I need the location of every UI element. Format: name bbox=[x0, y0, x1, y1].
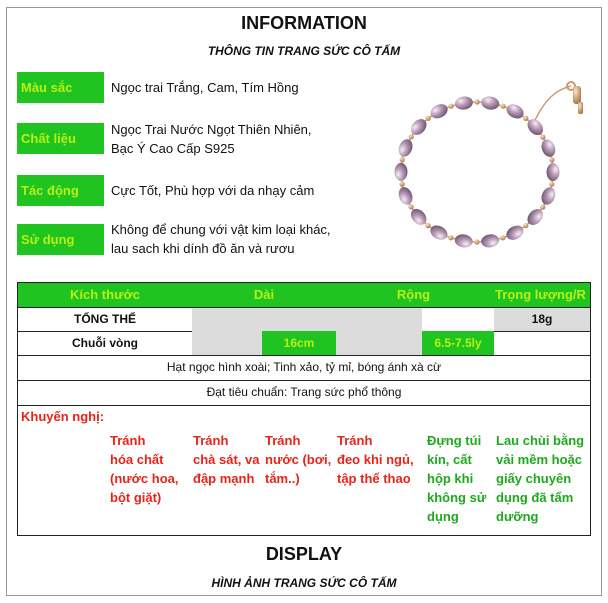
gold-bead bbox=[501, 104, 506, 109]
pearl-bracelet-image bbox=[385, 60, 597, 270]
pearl-bead bbox=[504, 101, 526, 121]
row-bracelet-name: Chuỗi vòng bbox=[72, 336, 138, 350]
gold-bead bbox=[409, 134, 414, 139]
gold-bead bbox=[426, 116, 431, 121]
gold-bead bbox=[549, 157, 554, 162]
spec-label-effect: Tác động bbox=[17, 175, 104, 206]
empty-cell bbox=[192, 307, 336, 331]
recommendation-label: Khuyến nghị: bbox=[21, 409, 105, 424]
rec-avoid-chemicals: Tránh hóa chất (nước hoa, bột giặt) bbox=[110, 433, 179, 505]
pearl-bead bbox=[480, 95, 500, 111]
pearl-bead bbox=[428, 223, 450, 243]
gold-bead bbox=[474, 239, 479, 244]
gold-bead bbox=[540, 205, 545, 210]
pearl-bead bbox=[480, 233, 500, 249]
pearl-bead bbox=[539, 137, 558, 159]
spec-value-usage: Không để chung với vật kim loại khác, lau sach khi dính đồ ăn và rươu bbox=[111, 222, 331, 256]
gold-bead bbox=[523, 116, 528, 121]
gold-bead bbox=[400, 157, 405, 162]
spec-value-color: Ngọc trai Trắng, Cam, Tím Hồng bbox=[111, 80, 299, 95]
gold-bead bbox=[500, 235, 505, 240]
spec-value-effect: Cực Tốt, Phù hợp với da nhạy cảm bbox=[111, 183, 315, 198]
gold-bead bbox=[400, 182, 405, 187]
row-bracelet-length: 16cm bbox=[262, 331, 336, 355]
rec-avoid-water: Tránh nước (bơi, tắm..) bbox=[265, 433, 332, 486]
spec-label-usage: Sử dụng bbox=[17, 224, 104, 255]
display-subtitle: HÌNH ẢNH TRANG SỨC CÔ TẤM bbox=[211, 576, 397, 590]
display-title: DISPLAY bbox=[265, 544, 343, 564]
rec-avoid-impact: Tránh chà sát, va đập mạnh bbox=[193, 433, 260, 486]
rec-avoid-sleep-sport: Tránh đeo khi ngủ, tập thể thao bbox=[337, 433, 414, 486]
pearl-bead bbox=[454, 233, 474, 249]
gold-bead bbox=[549, 182, 554, 187]
pearl-bead bbox=[546, 163, 559, 181]
pearl-bead bbox=[394, 163, 407, 181]
empty-cell bbox=[336, 307, 422, 331]
spec-value-material: Ngọc Trai Nước Ngọt Thiên Nhiên, Bạc Ý Cao Cấp S925 bbox=[111, 122, 312, 156]
size-table bbox=[17, 282, 591, 536]
gold-bead bbox=[409, 204, 414, 209]
pearl-bead bbox=[539, 185, 558, 207]
page-title: INFORMATION bbox=[241, 13, 367, 33]
description-row: Hạt ngọc hình xoài; Tinh xảo, tỷ mỉ, bóng ánh xà cừ bbox=[166, 360, 442, 374]
pearl-bead bbox=[454, 95, 474, 111]
spec-label-material: Chất liệu bbox=[17, 123, 104, 154]
gold-bead bbox=[540, 135, 545, 140]
pearl-bead bbox=[396, 137, 415, 159]
gold-bead bbox=[475, 99, 480, 104]
pearl-bead bbox=[428, 101, 450, 121]
spec-label-color: Màu sắc bbox=[17, 72, 104, 103]
header-width: Rộng bbox=[336, 283, 491, 307]
standard-row: Đạt tiêu chuẩn: Trang sức phổ thông bbox=[206, 385, 402, 399]
pearl-bead bbox=[396, 185, 415, 207]
pearl-bead bbox=[504, 223, 526, 243]
header-size: Kích thước bbox=[18, 283, 192, 307]
row-bracelet-width: 6.5-7.5ly bbox=[422, 331, 494, 355]
rec-clean-cloth: Lau chùi bằng vải mềm hoặc giấy chuyên dụng đã tẩm dưỡng bbox=[496, 433, 585, 524]
rec-store-bag: Đựng túi kín, cất hộp khi không sử dụng bbox=[427, 433, 487, 524]
page-subtitle: THÔNG TIN TRANG SỨC CÔ TẤM bbox=[207, 44, 401, 58]
gold-bead bbox=[523, 223, 528, 228]
row-total-name: TỔNG THỂ bbox=[74, 312, 136, 326]
header-weight: Trọng lượng/R bbox=[491, 283, 590, 307]
gold-bead bbox=[449, 104, 454, 109]
gold-bead bbox=[448, 235, 453, 240]
row-total-weight: 18g bbox=[494, 307, 590, 331]
header-length: Dài bbox=[192, 283, 336, 307]
gold-bead bbox=[426, 223, 431, 228]
